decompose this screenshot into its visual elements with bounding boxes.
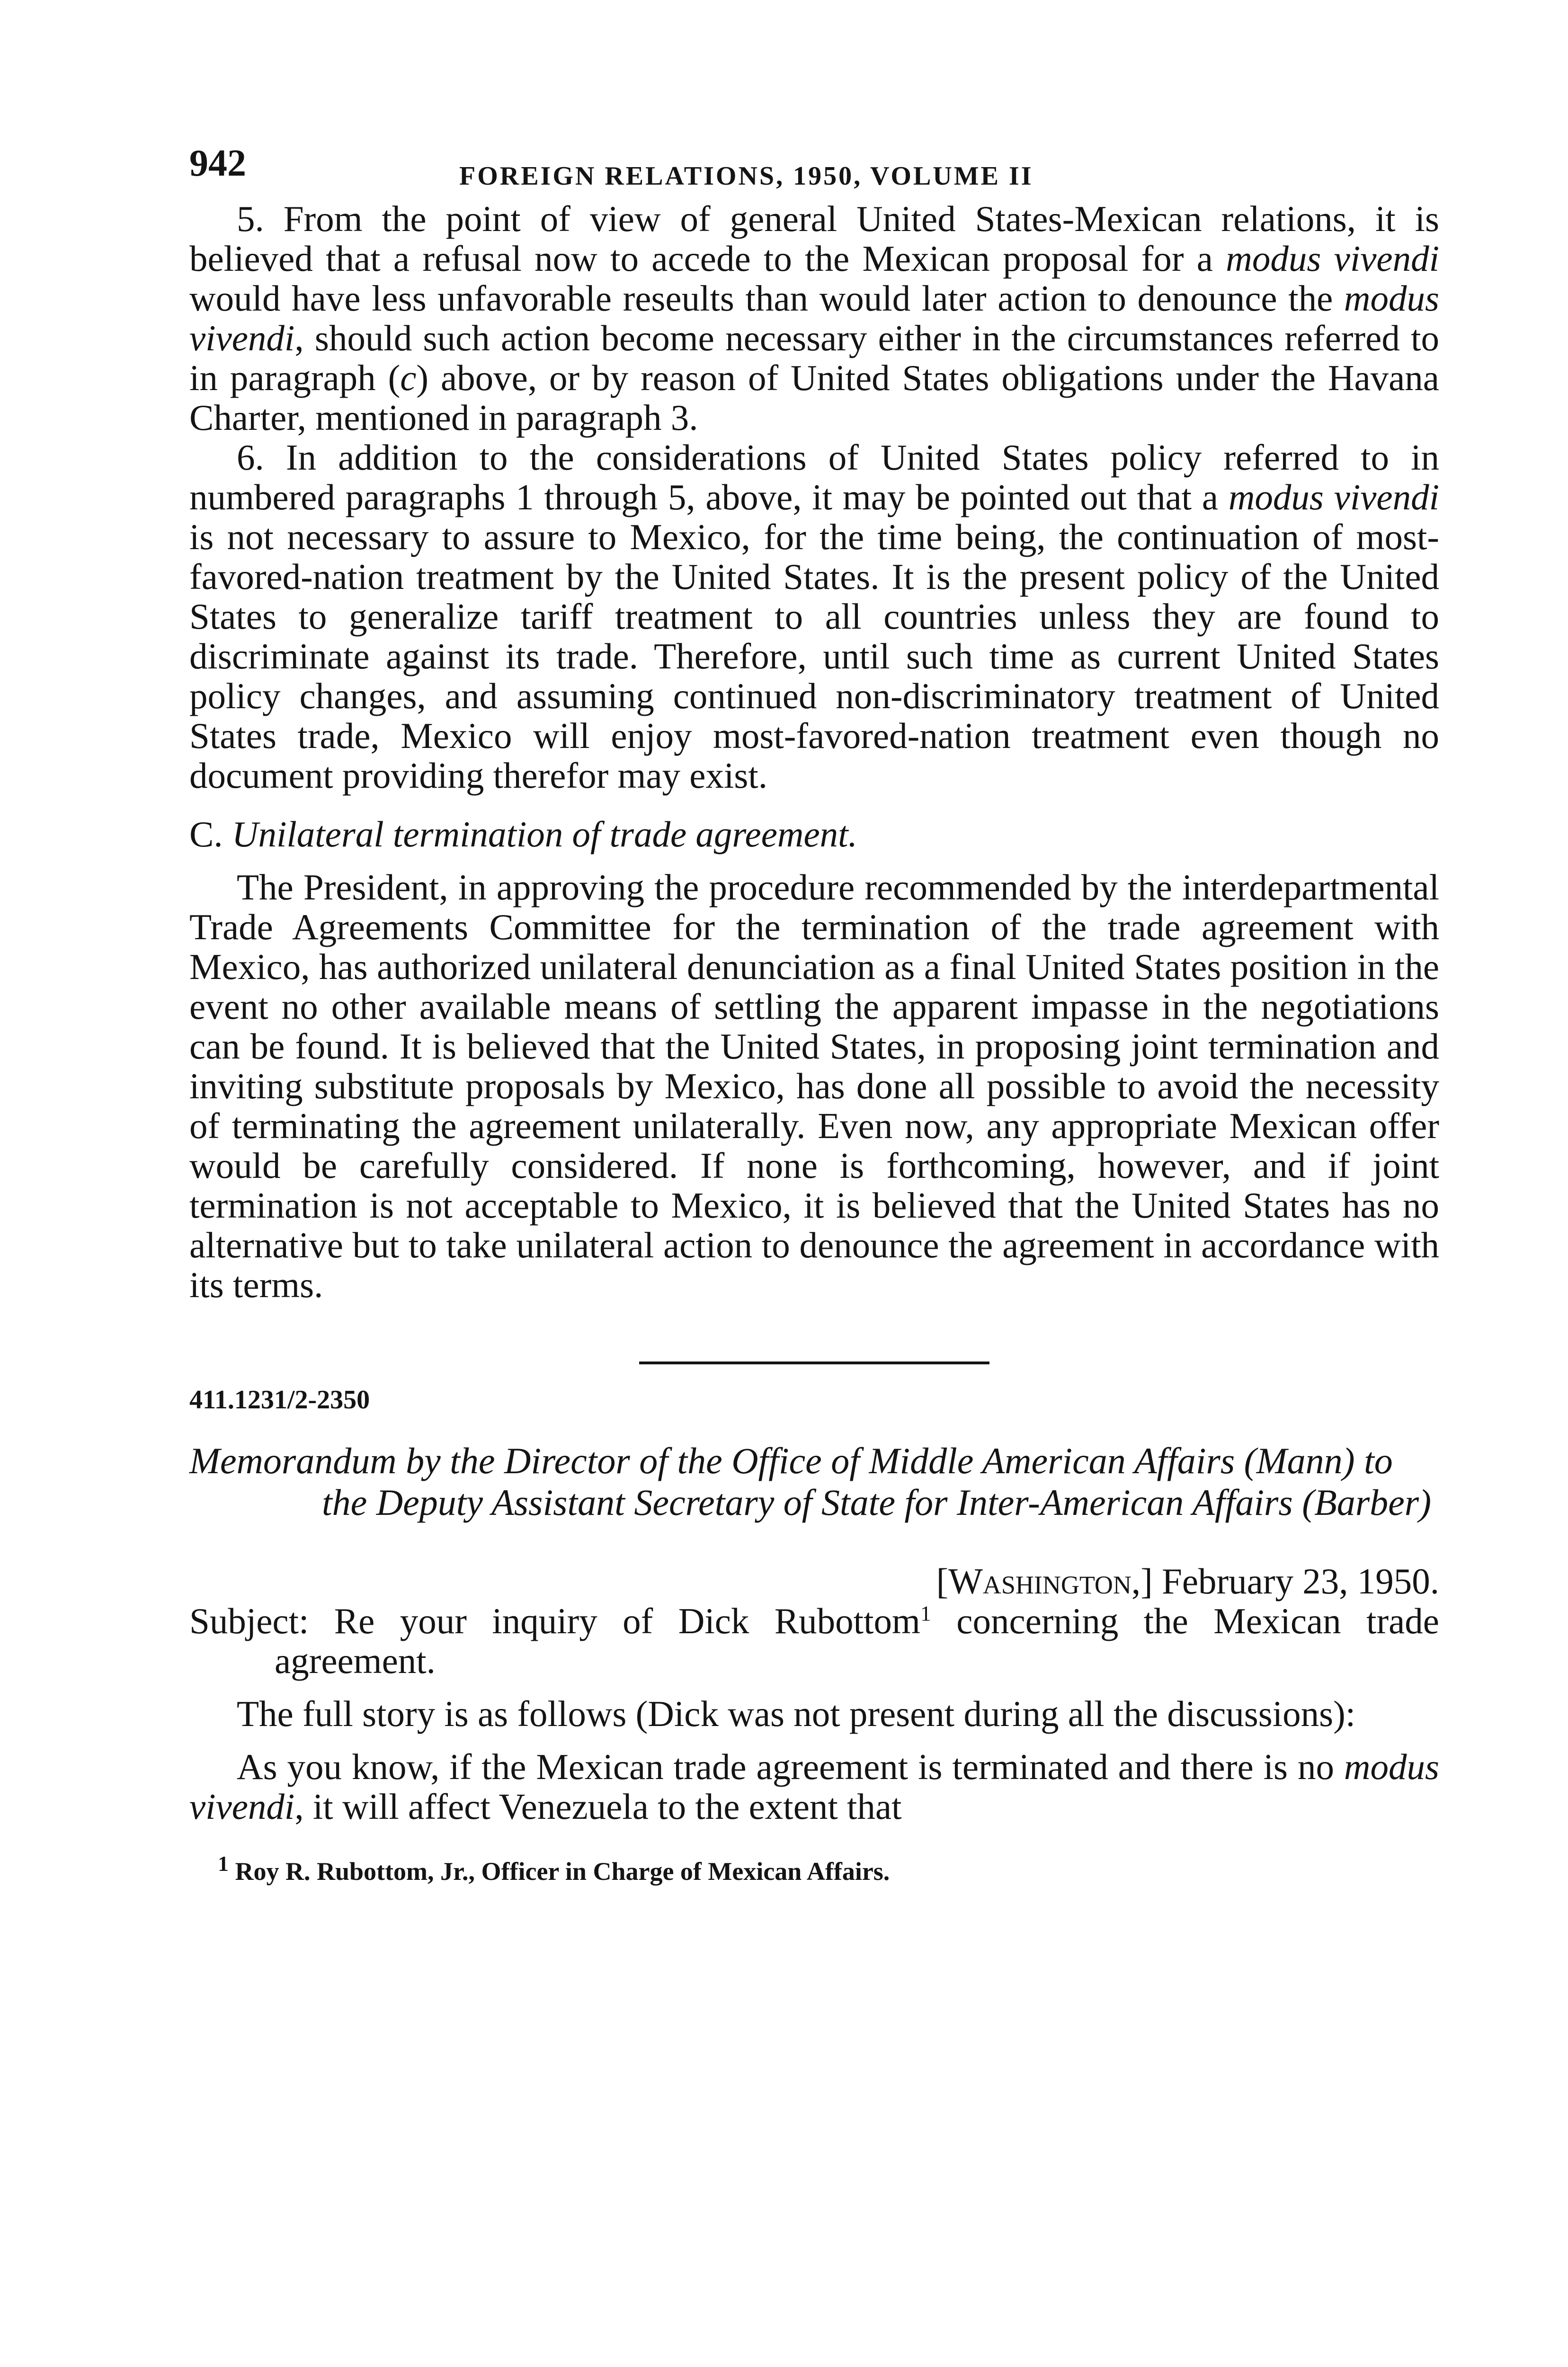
dateline-date: February 23, 1950.	[1152, 1561, 1439, 1602]
memo-title: Memorandum by the Director of the Office of Middle American Affairs (Mann) to the Deputy Assistant Secretary of State for Inter-American Affairs (Barber)	[189, 1440, 1432, 1523]
footnote-ref: 1	[920, 1601, 931, 1626]
section-heading-c	[189, 814, 1439, 854]
document-page	[189, 142, 1439, 1888]
memo-paragraph-2: As you know, if the Mexican trade agreement is terminated and there is no modus vivendi, it will affect Venezuela to the extent that	[189, 1746, 1439, 1827]
footnote	[189, 1851, 1439, 1888]
memo-paragraph-1: The full story is as follows (Dick was not present during all the discussions):	[237, 1693, 1356, 1734]
dateline-place: [Washington,]	[936, 1561, 1153, 1602]
page-header	[189, 142, 1439, 199]
subject-line: Subject: Re your inquiry of Dick Rubottom$^1$ concerning the Mexican trade agreement.	[189, 1601, 1439, 1681]
dateline	[189, 1561, 1439, 1601]
footnote-marker: 1	[218, 1851, 229, 1876]
section-letter: C.	[189, 814, 223, 854]
footnote-text: Roy R. Rubottom, Jr., Officer in Charge of Mexican Affairs.	[229, 1857, 890, 1886]
running-head: FOREIGN RELATIONS, 1950, VOLUME II	[459, 161, 1033, 191]
page-number: 942	[189, 142, 246, 184]
section-title: Unilateral termination of trade agreement.	[232, 814, 857, 854]
section-c-body: The President, in approving the procedure recommended by the interdepartmental Trade Agreements Committee for the termination of the trade agreement with Mexico, has authorized unilateral denunciation as a final United States position in the event no other available means of settling the apparent impasse in the negotiations can be found. It is believed that the United States, in proposing joint termination and inviting substitute proposals by Mexico, has done all possible to avoid the necessity of terminating the agreement unilaterally. Even now, any appropriate Mexican offer would be carefully considered. If none is forthcoming, however, and if joint termination is not acceptable to Mexico, it is believed that the United States has no alternative but to take unilateral action to denounce the agreement in accordance with its terms.	[189, 867, 1439, 1305]
file-number: 411.1231/2-2350	[189, 1385, 370, 1415]
paragraph-5: 5. From the point of view of general United States-Mexican relations, it is believed that a refusal now to accede to the Mexican proposal for a modus vivendi would have less unfavorable reseults than would later action to denounce the modus vivendi, should such action become necessary either in the circumstances referred to in paragraph (c) above, or by reason of United States obligations under the Havana Charter, mentioned in paragraph 3.	[189, 198, 1439, 438]
section-divider	[639, 1361, 989, 1364]
paragraph-6: 6. In addition to the considerations of United States policy referred to in numbered paragraphs 1 through 5, above, it may be pointed out that a modus vivendi is not necessary to assure to Mexico, for the time being, the continuation of most-favored-nation treatment by the United States. It is the present policy of the United States to generalize tariff treatment to all countries unless they are found to discriminate against its trade. Therefore, until such time as current United States policy changes, and assuming continued non-discriminatory treatment of United States trade, Mexico will enjoy most-favored-nation treatment even though no document providing therefor may exist.	[189, 437, 1440, 796]
